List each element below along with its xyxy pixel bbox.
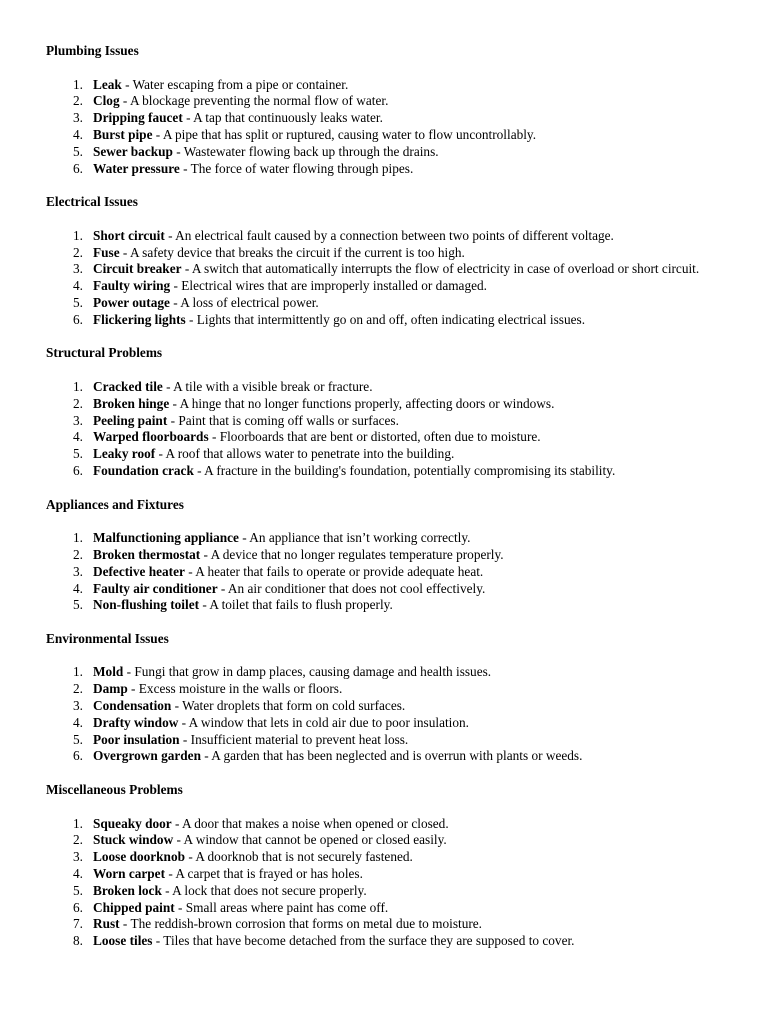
item-number: 4. bbox=[73, 866, 83, 882]
item-term: Malfunctioning appliance bbox=[93, 530, 239, 546]
item-term: Cracked tile bbox=[93, 378, 163, 394]
section-plumbing-issues bbox=[46, 43, 728, 177]
list-item bbox=[46, 379, 728, 396]
list-item bbox=[46, 597, 728, 614]
item-term: Warped floorboards bbox=[93, 429, 209, 445]
section-title: Electrical Issues bbox=[46, 194, 138, 210]
section-title: Structural Problems bbox=[46, 345, 163, 361]
item-number: 1. bbox=[73, 664, 83, 680]
list-item bbox=[46, 698, 728, 715]
item-definition: - A door that makes a noise when opened or closed. bbox=[171, 815, 449, 831]
item-number: 2. bbox=[73, 244, 83, 260]
item-number: 4. bbox=[73, 580, 83, 596]
item-term: Leak bbox=[93, 76, 122, 92]
list-item bbox=[46, 748, 728, 765]
item-number: 1. bbox=[73, 227, 83, 243]
list-item bbox=[46, 278, 728, 295]
item-definition: - The reddish-brown corrosion that forms on metal due to moisture. bbox=[119, 916, 482, 932]
item-number: 3. bbox=[73, 110, 83, 126]
item-number: 6. bbox=[73, 462, 83, 478]
item-definition: - A carpet that is frayed or has holes. bbox=[165, 866, 363, 882]
list-item bbox=[46, 144, 728, 161]
item-definition: - Floorboards that are bent or distorted, often due to moisture. bbox=[208, 429, 541, 445]
item-term: Defective heater bbox=[93, 563, 185, 579]
item-term: Flickering lights bbox=[93, 311, 186, 327]
item-number: 3. bbox=[73, 261, 83, 277]
list-item bbox=[46, 732, 728, 749]
item-term: Broken thermostat bbox=[93, 546, 201, 562]
item-definition: - A device that no longer regulates temperature properly. bbox=[200, 546, 504, 562]
item-definition: - A safety device that breaks the circuit if the current is too high. bbox=[119, 244, 465, 260]
list-item bbox=[46, 93, 728, 110]
list-item bbox=[46, 816, 728, 833]
section-miscellaneous-problems bbox=[46, 782, 728, 950]
item-definition: - A pipe that has split or ruptured, causing water to flow uncontrollably. bbox=[152, 126, 537, 142]
item-term: Mold bbox=[93, 664, 124, 680]
list-item bbox=[46, 463, 728, 480]
item-number: 5. bbox=[73, 597, 83, 613]
list-item bbox=[46, 228, 728, 245]
item-term: Condensation bbox=[93, 698, 172, 714]
item-definition: - The force of water flowing through pipes. bbox=[179, 160, 414, 176]
item-definition: - Paint that is coming off walls or surfaces. bbox=[167, 412, 399, 428]
item-definition: - Insufficient material to prevent heat loss. bbox=[179, 731, 409, 747]
section-title: Appliances and Fixtures bbox=[46, 496, 184, 512]
item-term: Faulty wiring bbox=[93, 278, 171, 294]
item-number: 4. bbox=[73, 278, 83, 294]
item-definition: - Wastewater flowing back up through the drains. bbox=[172, 143, 439, 159]
item-number: 5. bbox=[73, 446, 83, 462]
list-item bbox=[46, 900, 728, 917]
list-item bbox=[46, 295, 728, 312]
item-number: 2. bbox=[73, 93, 83, 109]
list-item bbox=[46, 581, 728, 598]
item-term: Chipped paint bbox=[93, 899, 175, 915]
list-item bbox=[46, 446, 728, 463]
item-definition: - A loss of electrical power. bbox=[169, 294, 319, 310]
item-definition: - A window that lets in cold air due to poor insulation. bbox=[178, 714, 469, 730]
list-item bbox=[46, 883, 728, 900]
item-definition: - An air conditioner that does not cool effectively. bbox=[217, 580, 486, 596]
item-definition: - A window that cannot be opened or closed easily. bbox=[173, 832, 447, 848]
item-definition: - A heater that fails to operate or provide adequate heat. bbox=[184, 563, 484, 579]
section-environmental-issues bbox=[46, 631, 728, 765]
list-item bbox=[46, 161, 728, 178]
item-number: 4. bbox=[73, 714, 83, 730]
item-number: 2. bbox=[73, 395, 83, 411]
item-term: Loose tiles bbox=[93, 933, 153, 949]
list-item bbox=[46, 664, 728, 681]
list-item bbox=[46, 312, 728, 329]
section-title: Plumbing Issues bbox=[46, 43, 139, 58]
list-item bbox=[46, 715, 728, 732]
item-term: Short circuit bbox=[93, 227, 165, 243]
item-term: Worn carpet bbox=[93, 866, 166, 882]
item-number: 6. bbox=[73, 160, 83, 176]
list-item bbox=[46, 832, 728, 849]
item-number: 3. bbox=[73, 412, 83, 428]
item-term: Damp bbox=[93, 681, 128, 697]
list-item bbox=[46, 396, 728, 413]
item-number: 6. bbox=[73, 748, 83, 764]
item-number: 4. bbox=[73, 429, 83, 445]
item-number: 6. bbox=[73, 311, 83, 327]
item-definition: - A toilet that fails to flush properly. bbox=[199, 597, 393, 613]
item-number: 1. bbox=[73, 530, 83, 546]
item-definition: - Water droplets that form on cold surfaces. bbox=[171, 698, 406, 714]
item-term: Non-flushing toilet bbox=[93, 597, 200, 613]
item-definition: - Tiles that have become detached from the surface they are supposed to cover. bbox=[152, 933, 575, 949]
item-number: 8. bbox=[73, 933, 83, 949]
list-item bbox=[46, 245, 728, 262]
term-list bbox=[46, 530, 728, 614]
term-list bbox=[46, 228, 728, 329]
item-term: Water pressure bbox=[93, 160, 180, 176]
item-number: 5. bbox=[73, 143, 83, 159]
section-electrical-issues bbox=[46, 194, 728, 328]
item-term: Drafty window bbox=[93, 714, 179, 730]
item-definition: - A fracture in the building's foundation, potentially compromising its stability. bbox=[193, 462, 616, 478]
item-definition: - Excess moisture in the walls or floors. bbox=[127, 681, 343, 697]
list-item bbox=[46, 681, 728, 698]
item-number: 1. bbox=[73, 378, 83, 394]
item-term: Rust bbox=[93, 916, 120, 932]
item-term: Broken hinge bbox=[93, 395, 170, 411]
section-appliances-and-fixtures bbox=[46, 497, 728, 615]
item-definition: - A tap that continuously leaks water. bbox=[182, 110, 383, 126]
item-definition: - A doorknob that is not securely fastened. bbox=[185, 849, 413, 865]
item-definition: - An electrical fault caused by a connection between two points of different voltage. bbox=[164, 227, 614, 243]
list-item bbox=[46, 866, 728, 883]
item-definition: - Lights that intermittently go on and off, often indicating electrical issues. bbox=[185, 311, 586, 327]
item-term: Clog bbox=[93, 93, 120, 109]
item-definition: - A roof that allows water to penetrate into the building. bbox=[155, 446, 455, 462]
item-number: 3. bbox=[73, 698, 83, 714]
list-item bbox=[46, 110, 728, 127]
item-number: 2. bbox=[73, 681, 83, 697]
item-term: Power outage bbox=[93, 294, 170, 310]
item-number: 6. bbox=[73, 899, 83, 915]
item-definition: - An appliance that isn’t working correctly. bbox=[238, 530, 471, 546]
term-list bbox=[46, 379, 728, 480]
item-number: 7. bbox=[73, 916, 83, 932]
list-item bbox=[46, 547, 728, 564]
item-term: Fuse bbox=[93, 244, 120, 260]
item-number: 1. bbox=[73, 815, 83, 831]
item-number: 5. bbox=[73, 294, 83, 310]
list-item bbox=[46, 849, 728, 866]
item-definition: - A tile with a visible break or fracture. bbox=[162, 378, 373, 394]
list-item bbox=[46, 413, 728, 430]
item-number: 1. bbox=[73, 76, 83, 92]
list-item bbox=[46, 564, 728, 581]
item-term: Stuck window bbox=[93, 832, 174, 848]
section-title: Environmental Issues bbox=[46, 630, 169, 646]
item-term: Faulty air conditioner bbox=[93, 580, 218, 596]
item-definition: - A switch that automatically interrupts the flow of electricity in case of overload or short circuit. bbox=[181, 261, 700, 277]
item-term: Sewer backup bbox=[93, 143, 173, 159]
item-number: 3. bbox=[73, 849, 83, 865]
list-item bbox=[46, 933, 728, 950]
item-number: 3. bbox=[73, 563, 83, 579]
item-term: Foundation crack bbox=[93, 462, 194, 478]
list-item bbox=[46, 429, 728, 446]
item-number: 2. bbox=[73, 832, 83, 848]
item-term: Overgrown garden bbox=[93, 748, 201, 764]
item-definition: - A hinge that no longer functions properly, affecting doors or windows. bbox=[169, 395, 555, 411]
item-term: Circuit breaker bbox=[93, 261, 182, 277]
item-term: Dripping faucet bbox=[93, 110, 183, 126]
section-structural-problems bbox=[46, 345, 728, 479]
section-title: Miscellaneous Problems bbox=[46, 782, 183, 798]
item-definition: - Fungi that grow in damp places, causing damage and health issues. bbox=[123, 664, 492, 680]
list-item bbox=[46, 127, 728, 144]
term-list bbox=[46, 816, 728, 950]
item-term: Squeaky door bbox=[93, 815, 172, 831]
term-list bbox=[46, 664, 728, 765]
item-term: Leaky roof bbox=[93, 446, 156, 462]
term-list bbox=[46, 77, 728, 178]
item-number: 2. bbox=[73, 546, 83, 562]
item-term: Loose doorknob bbox=[93, 849, 185, 865]
item-number: 5. bbox=[73, 731, 83, 747]
item-definition: - A garden that has been neglected and is overrun with plants or weeds. bbox=[200, 748, 583, 764]
list-item bbox=[46, 530, 728, 547]
item-term: Peeling paint bbox=[93, 412, 168, 428]
item-term: Poor insulation bbox=[93, 731, 180, 747]
item-number: 5. bbox=[73, 882, 83, 898]
list-item bbox=[46, 77, 728, 94]
item-definition: - Water escaping from a pipe or container. bbox=[121, 76, 349, 92]
item-definition: - Small areas where paint has come off. bbox=[174, 899, 389, 915]
item-definition: - Electrical wires that are improperly installed or damaged. bbox=[170, 278, 487, 294]
item-definition: - A blockage preventing the normal flow of water. bbox=[119, 93, 389, 109]
item-number: 4. bbox=[73, 126, 83, 142]
list-item bbox=[46, 916, 728, 933]
item-term: Burst pipe bbox=[93, 126, 153, 142]
item-definition: - A lock that does not secure properly. bbox=[161, 882, 367, 898]
item-term: Broken lock bbox=[93, 882, 162, 898]
list-item bbox=[46, 261, 728, 278]
